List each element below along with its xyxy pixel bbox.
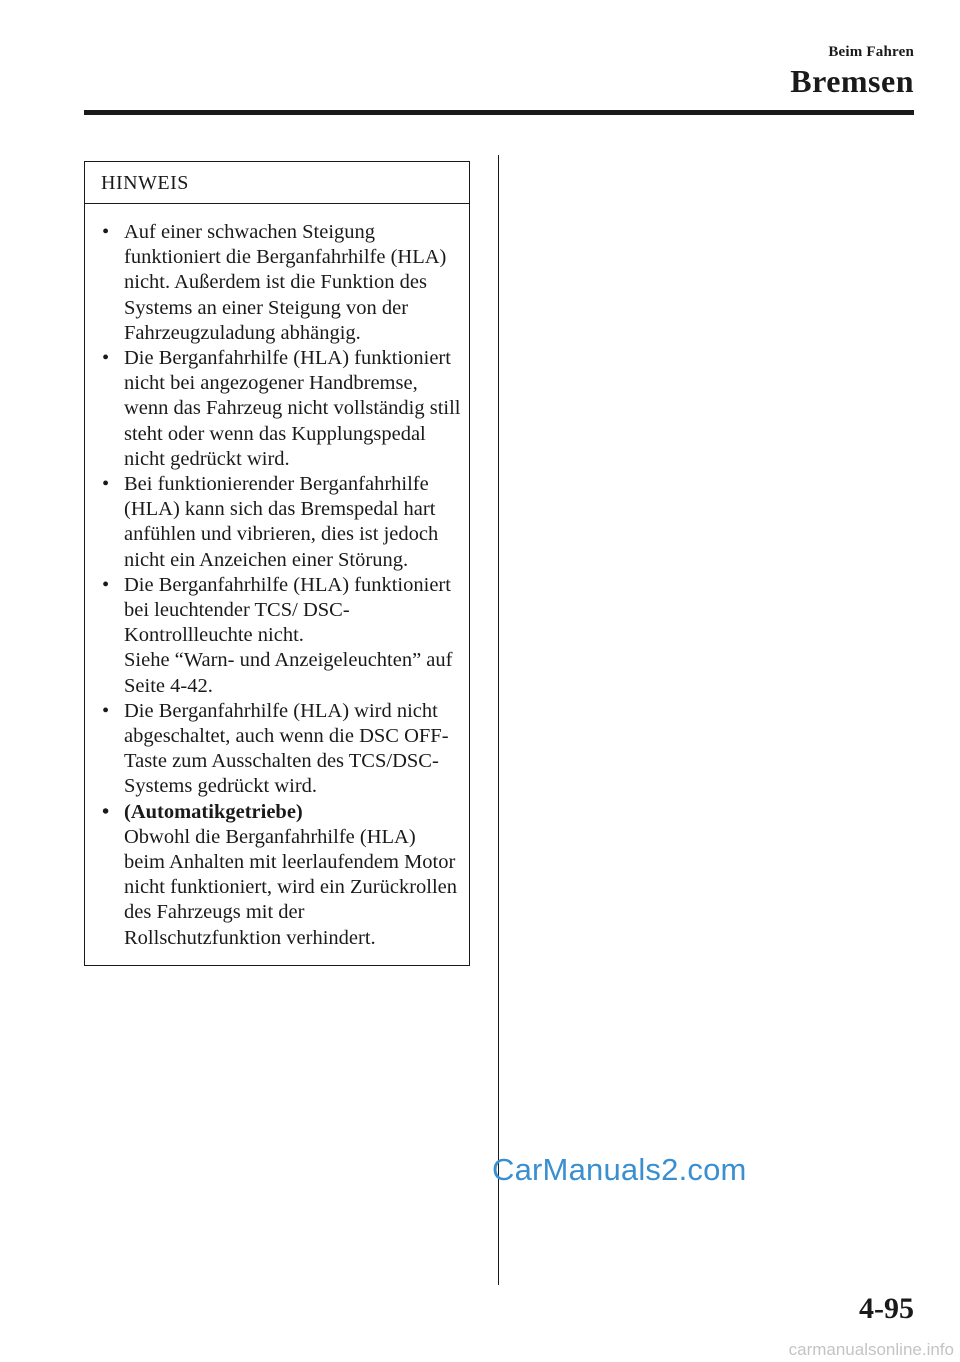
note-item-text: Bei funktionierender Berganfahrhilfe (HLA) kann sich das Bremspedal hart anfühlen und vibrieren, dies ist jedoch nicht ein Anzeichen einer Störung. [124, 473, 439, 571]
watermark-logo: CarManuals2.com [492, 1152, 747, 1187]
note-item-text: Obwohl die Berganfahrhilfe (HLA) beim Anhalten mit leerlaufendem Motor nicht funktioniert, wird ein Zurückrollen des Fahrzeugs mit der Rollschutzfunktion verhindert. [124, 825, 458, 949]
note-item-text: Die Berganfahrhilfe (HLA) funktioniert nicht bei angezogener Handbremse, wenn das Fahrzeug nicht vollständig still steht oder wenn das Kupplungspedal nicht gedrückt wird. [124, 347, 461, 470]
note-box [84, 161, 470, 966]
bullet-icon: • [102, 800, 110, 823]
note-item [101, 573, 461, 699]
note-heading: HINWEIS [85, 162, 469, 204]
bullet-icon: • [102, 473, 110, 496]
column-divider [498, 155, 499, 1285]
note-item [101, 220, 461, 346]
note-item-text: Die Berganfahrhilfe (HLA) funktioniert bei leuchtender TCS/ DSC-Kontrollleuchte nicht. [124, 573, 451, 647]
page-reference: Siehe “Warn- und Anzeigeleuchten” auf Seite 4-42. [124, 649, 453, 697]
note-item [101, 472, 461, 573]
note-item-text: Die Berganfahrhilfe (HLA) wird nicht abgeschaltet, auch wenn die DSC OFF-Taste zum Ausschalten des TCS/DSC-Systems gedrückt wird. [124, 699, 449, 798]
note-item [101, 346, 461, 472]
footer-watermark: carmanualsonline.info [788, 1340, 954, 1359]
bullet-icon: • [102, 699, 110, 722]
note-item-text: Auf einer schwachen Steigung funktioniert die Berganfahrhilfe (HLA) nicht. Außerdem ist die Funktion des Systems an einer Steigung von der Fahrzeugzuladung abhängig. [124, 221, 447, 344]
chapter-title: Beim Fahren [828, 44, 914, 60]
bullet-icon: • [102, 573, 110, 596]
bullet-icon: • [102, 221, 110, 243]
header-rule [84, 110, 914, 115]
page-header [790, 44, 914, 100]
note-item [101, 699, 461, 800]
note-item [101, 800, 461, 951]
note-item-title: (Automatikgetriebe) [124, 800, 303, 823]
section-title: Bremsen [790, 63, 914, 99]
note-list [85, 204, 469, 965]
page-number: 4-95 [859, 1292, 914, 1325]
bullet-icon: • [102, 347, 110, 370]
